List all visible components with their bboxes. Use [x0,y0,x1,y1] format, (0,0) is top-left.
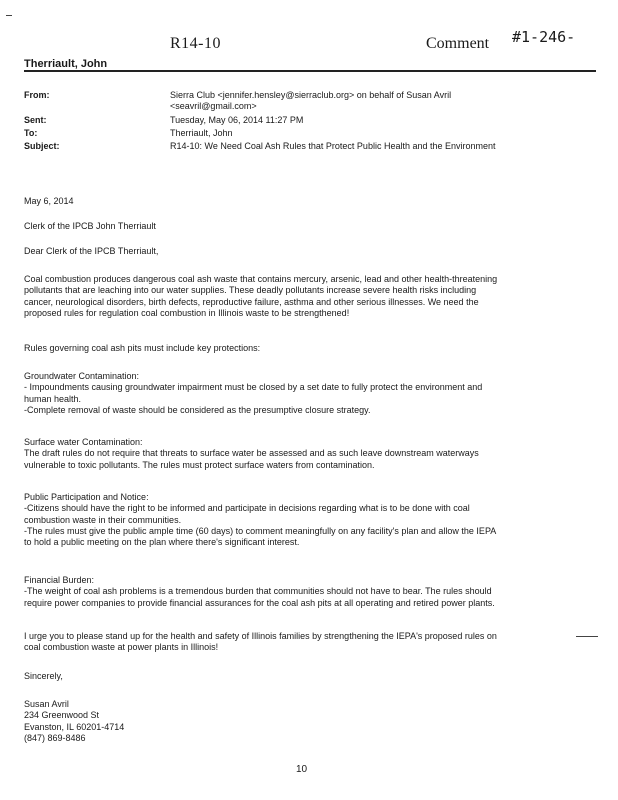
comment-label: Comment [426,35,490,52]
page-number: 10 [296,764,308,775]
margin-mark [576,636,598,637]
scan-mark [6,15,12,16]
from-value: Sierra Club <jennifer.hensley@sierraclub.org> on behalf of Susan Avril <seavril@gmail.com> [170,90,452,111]
letter-addressee: Clerk of the IPCB John Therriault [24,221,156,231]
closing-paragraph: I urge you to please stand up for the health and safety of Illinois families by strengthening the IEPA's proposed rules on coal combustion waste at power plants in Illinois! [24,631,497,653]
letter-date: May 6, 2014 [24,196,74,206]
signoff: Sincerely, [24,671,63,681]
intro-paragraph: Coal combustion produces dangerous coal ash waste that contains mercury, arsenic, lead and other health-threatening pollutants that are leaching into our water supplies. These deadly pollutants increase severe health risks including cancer, neurological disorders, birth defects, reproductive failure, asthma and other serious illnesses. We need the proposed rules for regulation coal combustion in Illinois waste to be strengthened! [24,274,498,318]
sent-value: Tuesday, May 06, 2014 11:27 PM [170,115,304,125]
docket-number: R14-10 [170,35,221,52]
to-label: To: [24,128,38,138]
comment-number: #1-246- [512,28,576,46]
public-participation-section: Public Participation and Notice: -Citizens should have the right to be informed and participate in decisions regarding what is to be done with coal combustion waste in their communities. -The rules must give the public ample time (60 days) to comment meaningfully on any facility's plan and allow the IEPA to hold a public meeting on the plan where there's significant interest. [24,492,497,548]
key-protections-line: Rules governing coal ash pits must include key protections: [24,343,261,353]
groundwater-section: Groundwater Contamination: - Impoundments causing groundwater impairment must be closed by a set date to fully protect the environment and human health. -Complete removal of waste should be considered as the presumptive closure strategy. [24,371,483,415]
from-label: From: [24,90,50,100]
sent-label: Sent: [24,115,47,125]
financial-burden-section: Financial Burden: -The weight of coal ash problems is a tremendous burden that communities should not have to bear. The rules should require power companies to provide financial assurances for the coal ash pits at all operating and retired power plants. [24,575,495,608]
recipient-name: Therriault, John [24,58,108,70]
subject-label: Subject: [24,141,60,151]
letter-salutation: Dear Clerk of the IPCB Therriault, [24,246,159,256]
subject-value: R14-10: We Need Coal Ash Rules that Protect Public Health and the Environment [170,141,496,151]
signature-block: Susan Avril 234 Greenwood St Evanston, IL 60201-4714 (847) 869-8486 [24,699,125,743]
to-value: Therriault, John [170,128,233,138]
header-divider [24,70,596,72]
surface-water-section: Surface water Contamination: The draft rules do not require that threats to surface water be assessed and as such leave downstream waterways vulnerable to toxic pollutants. The rules must protect surface waters from contamination. [24,437,479,470]
